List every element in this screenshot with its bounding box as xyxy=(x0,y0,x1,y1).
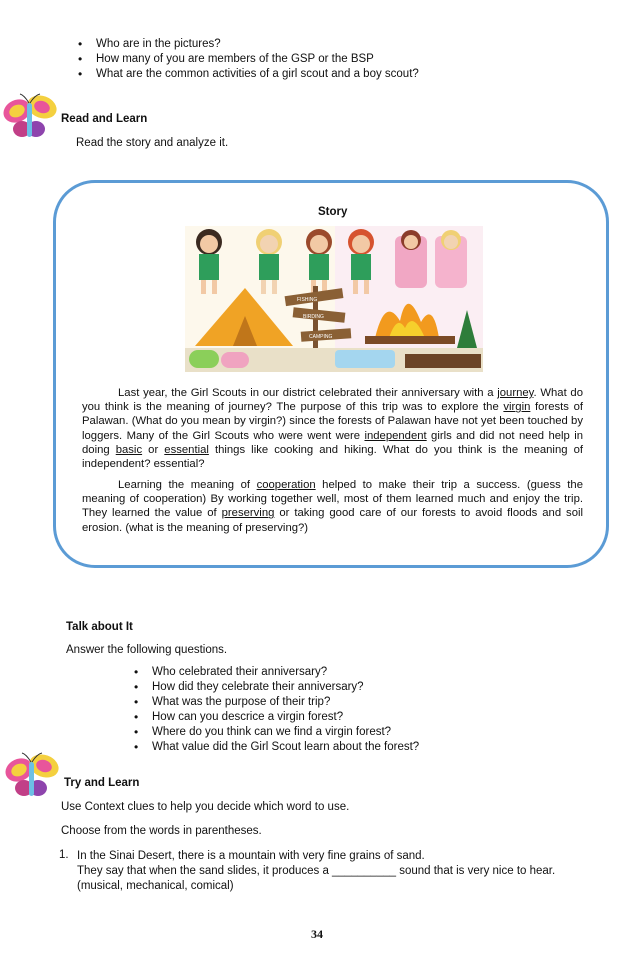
story-paragraph-1: Last year, the Girl Scouts in our district celebrated their anniversary with a journey. What do you think is the meaning of journey? The purpose of this trip was to explore the virgin forests of Palawan. (What do you mean by virgin?) since the forests of Palawan have not yet been touched by loggers. Many of the Girl Scouts who were went were independent girls and did not need help in doing basic or essential things like cooking and hiking. What do you think is the meaning of independent? essential? xyxy=(82,387,584,471)
sign-camping: CAMPING xyxy=(309,334,333,340)
list-item: • What value did the Girl Scout learn about the forest? xyxy=(134,740,419,755)
vocab-cooperation: cooperation xyxy=(256,479,316,491)
list-item: • How many of you are members of the GSP or the BSP xyxy=(78,52,419,67)
butterfly-icon xyxy=(2,93,60,145)
list-item: • How did they celebrate their anniversary? xyxy=(134,680,419,695)
read-learn-heading: Read and Learn xyxy=(61,113,148,125)
girl-scouts-camping-illustration xyxy=(185,226,483,372)
vocab-essential: essential xyxy=(164,443,209,456)
sign-fishing: FISHING xyxy=(297,297,318,303)
list-item: • Where do you think can we find a virgin forest? xyxy=(134,725,419,740)
story-paragraph-2: Learning the meaning of cooperation helped to make their trip a success. (guess the meaning of cooperation) By working together well, most of them learned much and enjoy the trip. They learned the value of preserving or taking good care of our forests to avoid floods and soil erosion. (what is the meaning of preserving?) xyxy=(82,479,583,534)
page-number: 34 xyxy=(311,927,323,941)
intro-question-list xyxy=(78,37,419,82)
list-item: • What was the purpose of their trip? xyxy=(134,695,419,710)
list-item: • What are the common activities of a girl scout and a boy scout? xyxy=(78,67,419,82)
vocab-independent: independent xyxy=(364,429,427,442)
butterfly-icon xyxy=(4,752,62,804)
vocab-journey: journey xyxy=(497,387,534,399)
talk-instruction: Answer the following questions. xyxy=(66,644,228,656)
vocab-preserving: preserving xyxy=(221,507,275,520)
try-heading: Try and Learn xyxy=(64,777,140,789)
item-choices: (musical, mechanical, comical) xyxy=(77,880,234,892)
list-item: • Who celebrated their anniversary? xyxy=(134,665,419,680)
vocab-basic: basic xyxy=(115,443,143,456)
vocab-virgin: virgin xyxy=(503,401,531,414)
story-title: Story xyxy=(318,206,348,218)
try-item-1 xyxy=(77,849,555,894)
item-line-1: In the Sinai Desert, there is a mountain with very fine grains of sand. xyxy=(77,850,425,862)
talk-heading: Talk about It xyxy=(66,621,133,633)
item-line-2: They say that when the sand slides, it produces a __________ sound that is very nice to hear. xyxy=(77,865,556,877)
try-instruction-2: Choose from the words in parentheses. xyxy=(61,825,262,837)
sign-birding: BIRDING xyxy=(303,314,324,320)
try-instruction-1: Use Context clues to help you decide which word to use. xyxy=(61,801,350,813)
talk-question-list xyxy=(134,665,419,755)
item-number: 1. xyxy=(59,849,69,861)
list-item: • Who are in the pictures? xyxy=(78,37,419,52)
read-learn-instruction: Read the story and analyze it. xyxy=(76,137,229,149)
list-item: • How can you descrice a virgin forest? xyxy=(134,710,419,725)
